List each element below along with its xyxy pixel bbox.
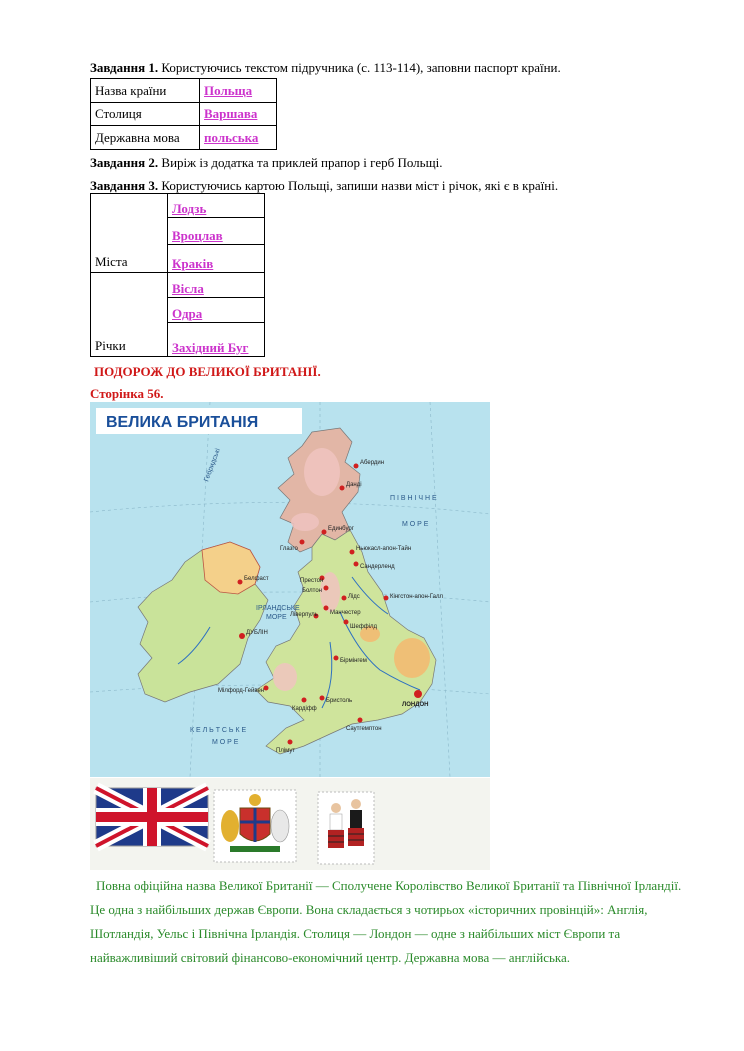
task2-label: Завдання 2. [90, 155, 159, 170]
city-row [91, 194, 265, 218]
city-label-southampton: Саутгемптон [346, 726, 382, 732]
river-row [91, 273, 265, 298]
country-passport-table [90, 78, 277, 150]
city-label-belfast: Белфаст [244, 576, 269, 582]
city-label-newcastle: Ньюкасл-апон-Тайн [356, 546, 412, 552]
irish-sea-label-2: МОРЕ [266, 614, 287, 621]
passport-value: польська [200, 126, 277, 150]
uk-map-graphic [90, 402, 490, 777]
passport-value: Варшава [200, 103, 277, 126]
task3-text: Користуючись картою Польщі, запиши назви міст і річок, які є в країні. [158, 178, 559, 193]
celtic-sea-label-1: К Е Л Ь Т С Ь К Е [190, 727, 247, 734]
task1-heading [90, 60, 561, 76]
city-label-edinburgh: Единбург [328, 526, 354, 532]
uk-map [90, 402, 490, 777]
city-label-dublin: ДУБЛІН [246, 630, 268, 636]
city-label-glasgow: Глазго [280, 546, 298, 552]
hebrides-label: Гебридські [203, 447, 222, 483]
passport-row-language [91, 126, 277, 150]
city-label-plymouth: Плімут [276, 748, 296, 754]
task2-text: Виріж із додатка та приклей прапор і герб Польщі. [158, 155, 443, 170]
task1-text: Користуючись текстом підручника (с. 113-114), заповни паспорт країни. [158, 60, 561, 75]
task2-heading [90, 155, 442, 171]
city-label-preston: Престон [300, 578, 324, 584]
city-label-bristol: Бристоль [326, 698, 353, 704]
task3-label: Завдання 3. [90, 178, 159, 193]
cities-rivers-table [90, 193, 265, 357]
city-label-cardiff: Кардіфф [292, 706, 317, 712]
river-cell: Західний Буг [168, 323, 265, 357]
passport-row-capital [91, 103, 277, 126]
uk-description-line-3: Шотландія, Уельс і Північна Ірландія. Столиця — Лондон — одне з найбільших міст Європи та [90, 926, 621, 941]
city-label-leeds: Лідс [348, 594, 360, 600]
city-label-liverpool: Ліверпуль [290, 612, 318, 618]
passport-key: Назва країни [91, 79, 200, 103]
task3-heading [90, 178, 558, 194]
scottish-people-picture [318, 792, 374, 864]
uk-description-line-4: найважливіший світовий фінансово-економічний центр. Державна мова — англійська. [90, 950, 571, 965]
north-sea-label-2: М О Р Е [402, 521, 429, 528]
union-jack-flag [96, 788, 208, 846]
irish-sea-label-1: ІРЛАНДСЬКЕ [256, 605, 300, 612]
city-label-dundee: Данді [346, 482, 362, 488]
cities-label: Міста [91, 194, 168, 273]
river-cell: Вісла [168, 273, 265, 298]
city-label-bolton: Болтон [302, 588, 322, 594]
city-label-aberdeen: Абердин [360, 460, 385, 466]
symbols-graphic [90, 778, 490, 870]
river-cell: Одра [168, 298, 265, 323]
coat-of-arms [214, 790, 296, 862]
city-cell: Вроцлав [168, 218, 265, 245]
symbols-strip [90, 778, 490, 870]
passport-row-country [91, 79, 277, 103]
section-title: ПОДОРОЖ ДО ВЕЛИКОЇ БРИТАНІЇ. [94, 364, 321, 379]
uk-description-line-2: Це одна з найбільших держав Європи. Вона складається з чотирьох «історичних провінцій»: Англія, [90, 902, 648, 917]
rivers-label: Річки [91, 273, 168, 357]
map-title: ВЕЛИКА БРИТАНІЯ [106, 414, 259, 431]
passport-value: Польща [200, 79, 277, 103]
city-label-sheffield: Шеффілд [350, 624, 378, 630]
task1-label: Завдання 1. [90, 60, 159, 75]
city-label-milford: Мілфорд-Гейвен [218, 688, 265, 694]
passport-key: Столиця [91, 103, 200, 126]
north-sea-label-1: П І В Н І Ч Н Е [390, 495, 437, 502]
celtic-sea-label-2: М О Р Е [212, 739, 239, 746]
city-cell: Краків [168, 245, 265, 273]
uk-description-line-1: Повна офіційна назва Великої Британії — Сполучене Королівство Великої Британії та Північної Ірландії. [96, 878, 682, 893]
city-label-manchester: Манчестер [330, 610, 361, 616]
city-label-london: ЛОНДОН [402, 702, 429, 708]
city-label-birmingham: Бірмінгем [340, 658, 367, 664]
city-label-sunderland: Сандерленд [360, 564, 395, 570]
page-reference: Сторінка 56. [90, 386, 164, 401]
city-cell: Лодзь [168, 194, 265, 218]
passport-key: Державна мова [91, 126, 200, 150]
city-label-hull: Кінгстон-апон-Галл [390, 594, 444, 600]
